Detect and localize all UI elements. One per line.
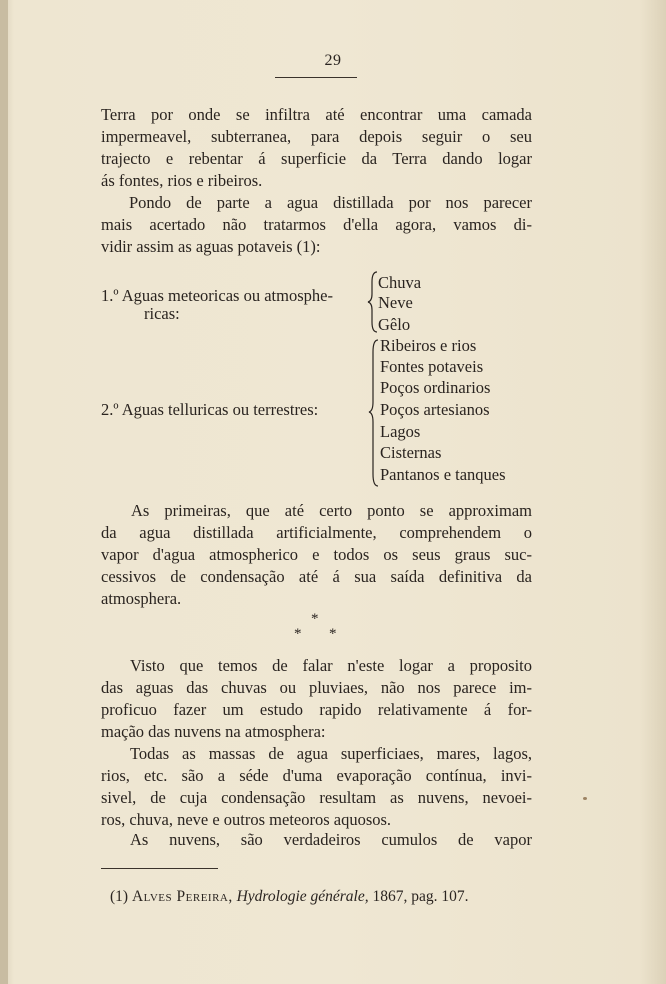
- para1-line-2: impermeavel, subterranea, para depois seguir o seu: [101, 127, 532, 146]
- para6-line-1: As nuvens, são verdadeiros cumulos de vapor: [130, 830, 532, 849]
- footnote: [110, 887, 530, 907]
- separator-asterisk: *: [311, 611, 319, 627]
- group1-label-line-1: 1.º Aguas meteoricas ou atmosphe-: [101, 286, 333, 305]
- para3-line-4: cessivos de condensação até á sua saída definitiva da: [101, 567, 532, 586]
- separator-asterisk: *: [294, 626, 302, 642]
- para5-line-2: rios, etc. são a séde d'uma evaporação contínua, invi-: [101, 766, 532, 785]
- separator-asterisk: *: [329, 626, 337, 642]
- para4-line-1: Visto que temos de falar n'este logar a proposito: [130, 656, 532, 675]
- para3-line-1: As primeiras, que até certo ponto se approximam: [131, 501, 532, 520]
- page-number-rule: [275, 77, 357, 78]
- para3-line-2: da agua distillada artificialmente, comprehendem o: [101, 523, 532, 542]
- footnote-details: 1867, pag. 107.: [372, 888, 469, 905]
- paper-speck: [583, 797, 587, 800]
- group1-item: Neve: [378, 293, 413, 312]
- para2-line-3: vidir assim as aguas potaveis (1):: [101, 237, 321, 256]
- footnote-marker: (1): [110, 888, 129, 905]
- group2-item: Cisternas: [380, 443, 442, 462]
- para2-line-2: mais acertado não tratarmos d'ella agora, vamos di-: [101, 215, 532, 234]
- footnote-author: Alves Pereira,: [131, 888, 233, 905]
- para4-line-4: mação das nuvens na atmosphera:: [101, 722, 326, 741]
- footnote-title: Hydrologie générale,: [236, 888, 369, 905]
- group2-item: Pantanos e tanques: [380, 465, 506, 484]
- group2-item: Ribeiros e rios: [380, 336, 477, 355]
- group1-item: Chuva: [378, 273, 422, 292]
- group2-item: Poços artesianos: [380, 400, 490, 419]
- footnote-rule: [101, 868, 218, 869]
- group1-item: Gêlo: [378, 315, 411, 334]
- group2-label: 2.º Aguas telluricas ou terrestres:: [101, 400, 319, 419]
- para2-line-1: Pondo de parte a agua distillada por nos parecer: [129, 193, 532, 212]
- group2-item: Fontes potaveis: [380, 357, 484, 376]
- page-number: 29: [324, 52, 342, 69]
- para5-line-1: Todas as massas de agua superficiaes, mares, lagos,: [130, 744, 532, 763]
- para4-line-2: das aguas das chuvas ou pluviaes, não nos parece im-: [101, 678, 532, 697]
- para3-line-3: vapor d'agua atmospherico e todos os seus graus suc-: [101, 545, 532, 564]
- para4-line-3: proficuo fazer um estudo rapido relativamente á for-: [101, 700, 532, 719]
- para1-line-3: trajecto e rebentar á superficie da Terra dando logar: [101, 149, 532, 168]
- para1-line-4: ás fontes, rios e ribeiros.: [101, 171, 263, 190]
- group2-item: Poços ordinarios: [380, 378, 491, 397]
- para3-line-5: atmosphera.: [101, 589, 182, 608]
- page-spine-edge: [0, 0, 8, 984]
- para5-line-4: ros, chuva, neve e outros meteoros aquosos.: [101, 810, 392, 829]
- group2-item: Lagos: [380, 422, 421, 441]
- para5-line-3: sivel, de cuja condensação resultam as nuvens, nevoei-: [101, 788, 532, 807]
- group2-brace-icon: [368, 338, 380, 488]
- group1-label-line-2: ricas:: [144, 304, 180, 323]
- para1-line-1: Terra por onde se infiltra até encontrar uma camada: [101, 105, 532, 124]
